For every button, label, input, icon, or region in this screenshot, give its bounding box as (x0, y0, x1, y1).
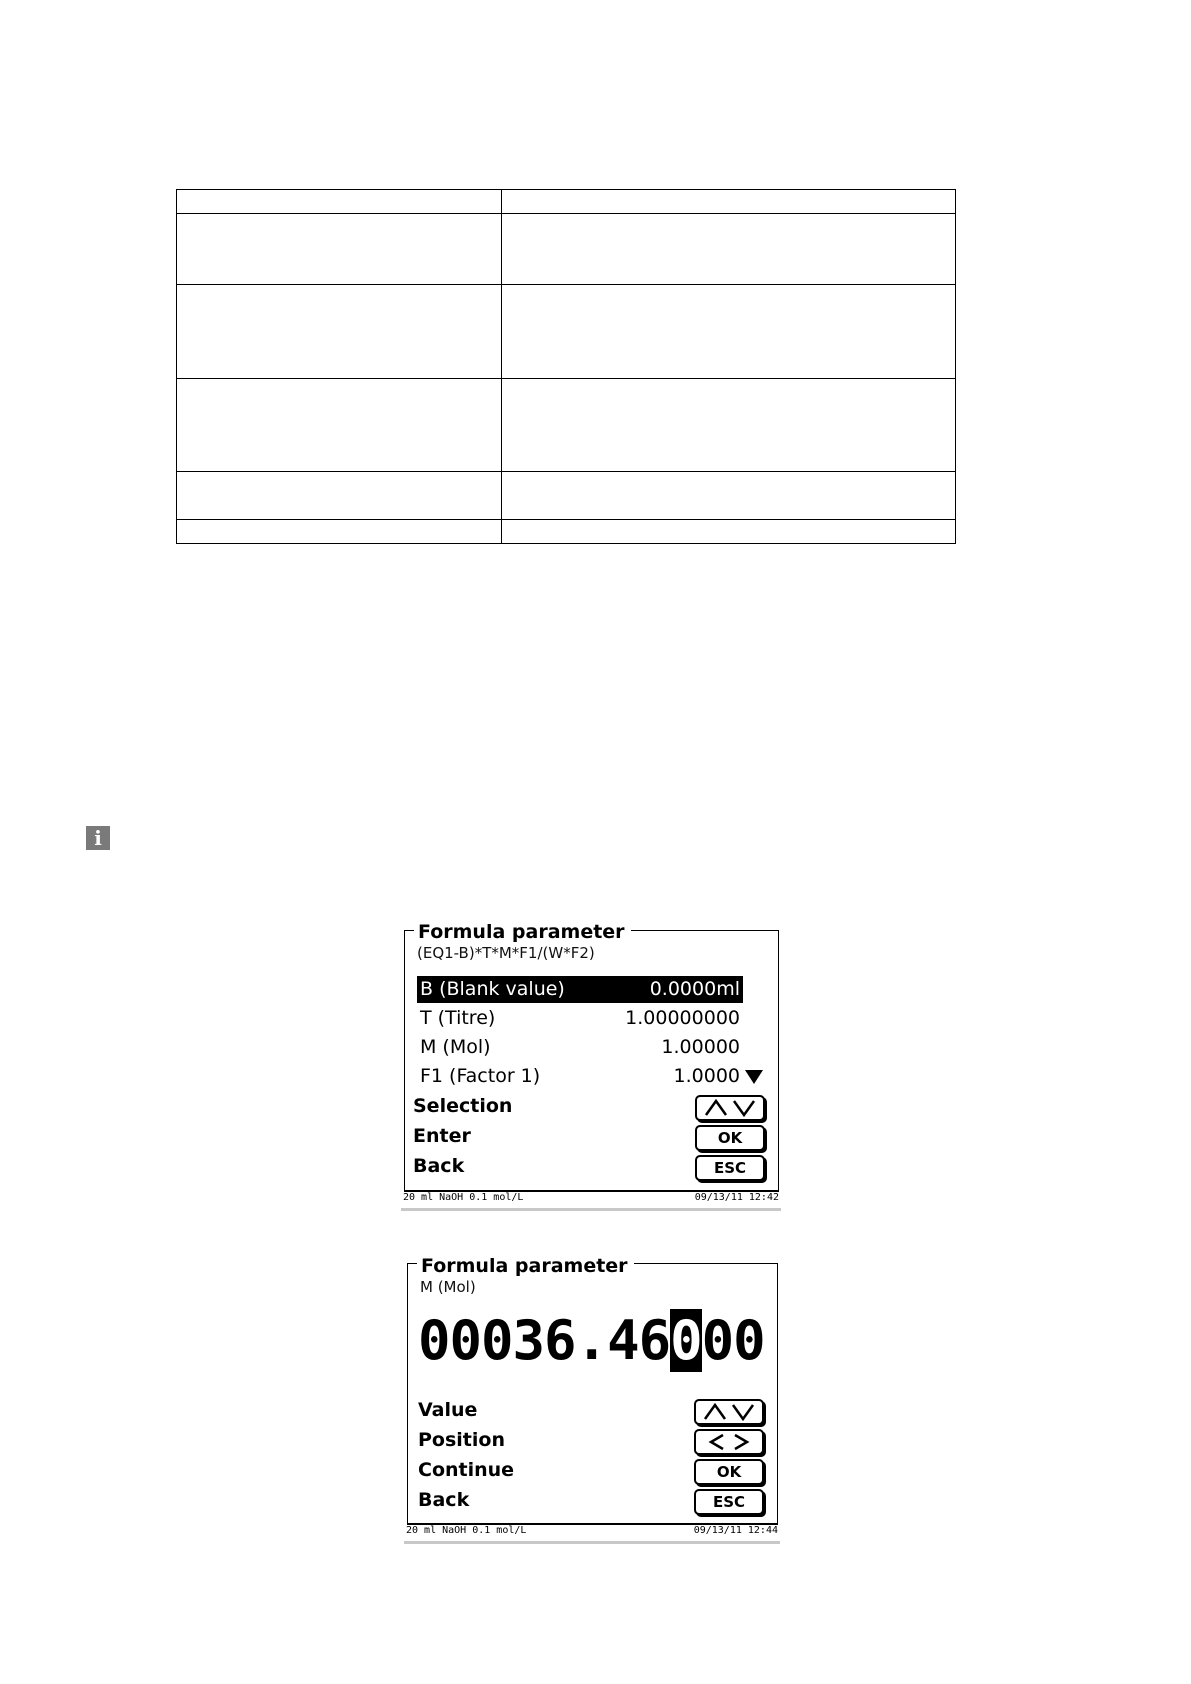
cursor-digit[interactable]: 0 (670, 1309, 702, 1372)
param-row-factor-1[interactable] (417, 1063, 743, 1090)
status-datetime: 09/13/11 12:42 (694, 1192, 779, 1203)
scroll-down-icon[interactable] (745, 1070, 763, 1084)
table-cell (177, 378, 502, 471)
status-datetime: 09/13/11 12:44 (693, 1525, 778, 1536)
table-cell (502, 285, 956, 378)
action-enter-label: Enter (413, 1125, 471, 1147)
param-label: M (Mol) (420, 1036, 491, 1058)
param-label: B (Blank value) (420, 978, 565, 1000)
value-display (418, 1310, 765, 1372)
action-continue-label: Continue (418, 1459, 515, 1481)
formula-parameter-screen (401, 922, 781, 1208)
esc-key-button[interactable]: ESC (694, 1489, 764, 1515)
param-label: F1 (Factor 1) (420, 1065, 541, 1087)
table-cell (502, 471, 956, 519)
table-cell (177, 285, 502, 378)
table-cell (177, 471, 502, 519)
param-row-mol[interactable] (417, 1034, 743, 1061)
action-position-label: Position (418, 1429, 505, 1451)
value-digits-before: 00036.46 (418, 1309, 671, 1372)
param-value: 0.0000ml (649, 978, 740, 1000)
param-value: 1.0000 (673, 1065, 740, 1087)
table-cell (502, 214, 956, 285)
up-down-key-button[interactable] (694, 1399, 764, 1425)
screen-frame (404, 930, 779, 1192)
action-value-label: Value (418, 1399, 478, 1421)
ok-key-button[interactable]: OK (695, 1125, 765, 1151)
status-reagent: 20 ml NaOH 0.1 mol/L (406, 1525, 527, 1536)
table-cell (502, 378, 956, 471)
ok-key-button[interactable]: OK (694, 1459, 764, 1485)
table-cell (177, 190, 502, 214)
status-reagent: 20 ml NaOH 0.1 mol/L (403, 1192, 524, 1203)
left-right-arrows-icon (701, 1433, 757, 1451)
document-table (176, 189, 956, 544)
info-icon: i (86, 826, 110, 850)
param-row-titre[interactable] (417, 1005, 743, 1032)
table-cell (502, 519, 956, 543)
table-cell (502, 190, 956, 214)
parameter-subtitle: M (Mol) (420, 1278, 476, 1296)
param-value: 1.00000000 (625, 1007, 740, 1029)
value-entry-screen (404, 1256, 782, 1542)
left-right-key-button[interactable] (694, 1429, 764, 1455)
value-digits-after: 00 (701, 1309, 765, 1372)
up-down-key-button[interactable] (695, 1095, 765, 1121)
esc-key-button[interactable]: ESC (695, 1155, 765, 1181)
table-cell (177, 519, 502, 543)
screen-title: Formula parameter (417, 1256, 634, 1276)
up-down-arrows-icon (701, 1403, 757, 1421)
status-bar (404, 1523, 780, 1544)
formula-subtitle: (EQ1-B)*T*M*F1/(W*F2) (417, 944, 595, 962)
param-value: 1.00000 (661, 1036, 740, 1058)
param-row-blank-value[interactable] (417, 976, 743, 1003)
screen-frame (407, 1263, 778, 1525)
status-bar (401, 1190, 781, 1211)
table-cell (177, 214, 502, 285)
up-down-arrows-icon (702, 1099, 758, 1117)
param-label: T (Titre) (420, 1007, 496, 1029)
action-back-label: Back (413, 1155, 465, 1177)
action-selection-label: Selection (413, 1095, 513, 1117)
screen-title: Formula parameter (414, 922, 631, 942)
action-back-label: Back (418, 1489, 470, 1511)
